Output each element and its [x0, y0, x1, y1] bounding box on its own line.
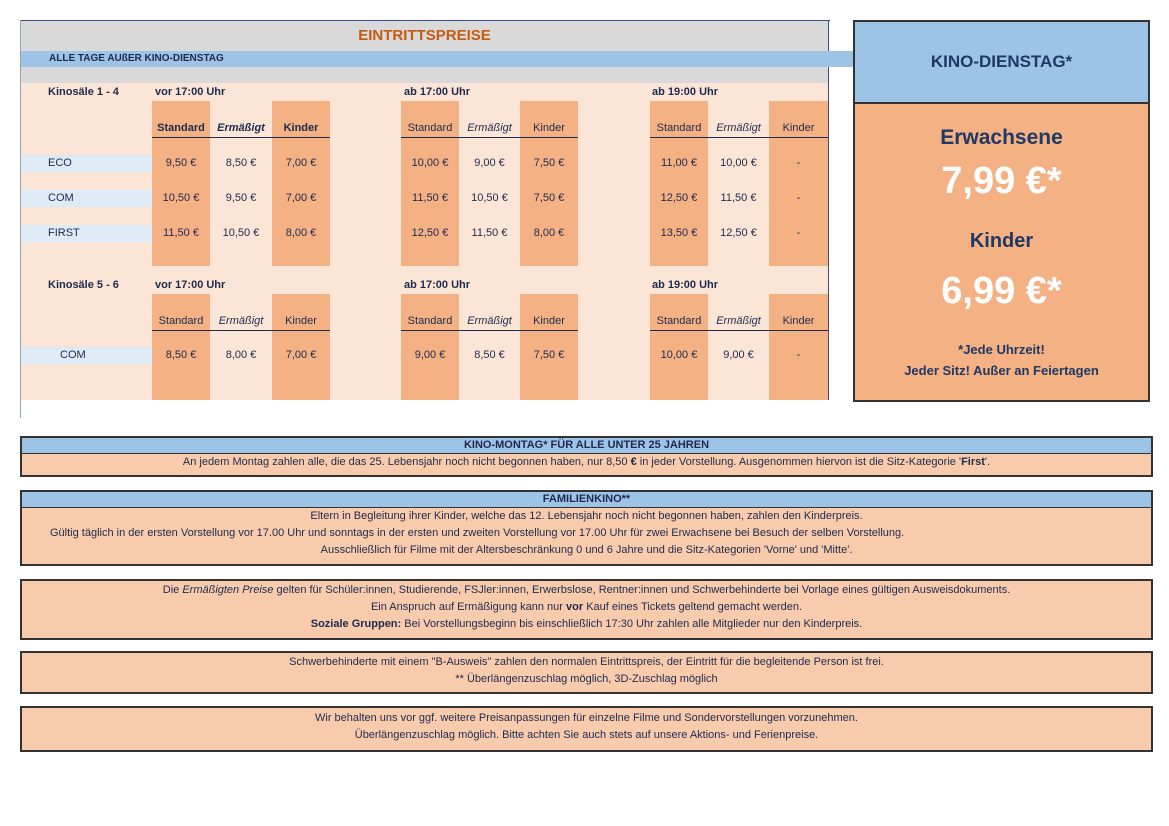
price-cell: 9,00 €	[474, 157, 505, 169]
time-label: vor 17:00 Uhr	[155, 86, 226, 98]
price-cell: -	[796, 192, 801, 204]
price-cell: 8,50 €	[474, 349, 505, 361]
familienkino-line-2: Gültig täglich in der ersten Vorstellung vor 17.00 Uhr und sonntags in der ersten und zweiten Vorstellung vor 17.00 Uhr für zwei Erwachsene bei Besuch der selben Vorstellung.	[50, 527, 905, 539]
price-cell: 7,50 €	[533, 192, 565, 204]
row-name: COM	[48, 192, 74, 204]
header-ermaessigt: Ermäßigt	[716, 315, 761, 327]
header-standard: Standard	[407, 122, 453, 134]
column-kinder-c2	[769, 294, 828, 400]
price-cell: 7,00 €	[285, 192, 317, 204]
adult-label: Erwachsene	[940, 126, 1063, 149]
header-underline	[152, 137, 330, 138]
column-kinder-b2	[520, 294, 578, 400]
price-cell: 10,50 €	[471, 192, 508, 204]
header-kinder: Kinder	[533, 122, 565, 134]
hinweis-line-2: Überlängenzuschlag möglich. Bitte achten Sie auch stets auf unsere Aktions- und Ferienpreise.	[354, 729, 819, 741]
price-table-title: EINTRITTSPREISE	[21, 21, 828, 51]
header-kinder: Kinder	[533, 315, 565, 327]
time-label: vor 17:00 Uhr	[155, 279, 226, 291]
time-label: ab 19:00 Uhr	[652, 279, 719, 291]
time-label: ab 19:00 Uhr	[652, 86, 719, 98]
price-table	[20, 20, 830, 418]
header-kinder: Kinder	[782, 122, 815, 134]
familienkino-box	[20, 490, 1153, 566]
header-underline	[401, 330, 578, 331]
price-cell: 11,50 €	[412, 192, 448, 204]
price-cell: 11,50 €	[720, 192, 757, 204]
price-cell: -	[796, 157, 801, 169]
price-cell: -	[796, 349, 801, 361]
price-cell: 9,50 €	[165, 157, 197, 169]
adult-price: 7,99 €*	[941, 160, 1062, 202]
price-cell: 10,00 €	[660, 349, 698, 361]
ermaessigung-line-3	[22, 616, 1151, 633]
text-run-bold: Soziale Gruppen:	[310, 618, 402, 630]
time-label: ab 17:00 Uhr	[404, 86, 471, 98]
price-cell: 11,00 €	[661, 157, 697, 169]
header-standard: Standard	[656, 122, 702, 134]
tuesday-note-2: Jeder Sitz! Außer an Feiertagen	[904, 363, 1099, 378]
price-cell: 10,50 €	[162, 192, 200, 204]
child-label: Kinder	[969, 230, 1034, 252]
kino-montag-title: KINO-MONTAG* FÜR ALLE UNTER 25 JAHREN	[22, 438, 1151, 454]
schwerbehinderte-line-1: Schwerbehinderte mit einem "B-Ausweis" zahlen den normalen Eintrittspreis, der Eintritt für die begleitende Person ist frei.	[289, 656, 884, 668]
row-name: ECO	[48, 157, 72, 169]
header-underline	[650, 330, 828, 331]
header-kinder: Kinder	[782, 315, 815, 327]
price-cell: 8,00 €	[533, 227, 565, 239]
header-standard: Standard	[158, 315, 204, 327]
header-ermaessigt: Ermäßigt	[218, 315, 264, 327]
row-label-cell	[21, 347, 152, 364]
row-label-cell	[21, 155, 152, 172]
ermaessigung-box	[20, 579, 1153, 640]
column-standard-c2	[650, 294, 708, 400]
price-cell: 7,50 €	[533, 157, 565, 169]
price-cell: 11,50 €	[163, 227, 199, 239]
child-price: 6,99 €*	[941, 270, 1062, 312]
row-label-cell	[21, 190, 152, 207]
price-cell: 9,00 €	[414, 349, 446, 361]
text-run: Bei Vorstellungsbeginn bis einschließlich 17:30 Uhr zahlen alle Mitglieder nur den Kinderpreis.	[401, 618, 863, 630]
header-underline	[401, 137, 578, 138]
table-border-right	[828, 20, 829, 400]
time-label: ab 17:00 Uhr	[404, 279, 471, 291]
row-name: COM	[60, 349, 86, 361]
price-cell: 8,00 €	[285, 227, 317, 239]
kino-montag-box	[20, 436, 1153, 477]
price-cell: 10,50 €	[222, 227, 260, 239]
header-standard: Standard	[157, 122, 205, 134]
header-underline	[650, 137, 828, 138]
price-cell: 7,00 €	[285, 349, 317, 361]
price-table-subtitle: ALLE TAGE AUßER KINO-DIENSTAG	[21, 51, 856, 67]
tuesday-note-1: *Jede Uhrzeit!	[958, 342, 1045, 357]
column-standard-a2	[152, 294, 210, 400]
price-cell: 12,50 €	[411, 227, 449, 239]
price-cell: 8,50 €	[165, 349, 197, 361]
group-label: Kinosäle 1 - 4	[48, 86, 119, 98]
price-cell: 12,50 €	[720, 227, 757, 239]
price-cell: 10,00 €	[411, 157, 449, 169]
header-standard: Standard	[407, 315, 453, 327]
price-cell: -	[796, 227, 801, 239]
kino-dienstag-box	[853, 20, 1150, 402]
hinweis-line-1: Wir behalten uns vor ggf. weitere Preisanpassungen für einzelne Filme und Sondervorstellungen vorzunehmen.	[315, 712, 858, 724]
kino-dienstag-title: KINO-DIENSTAG*	[855, 22, 1148, 104]
text-run: Kauf eines Tickets geltend gemacht werden.	[583, 601, 803, 613]
header-ermaessigt: Ermäßigt	[217, 122, 265, 134]
header-kinder: Kinder	[285, 315, 317, 327]
column-standard-b2	[401, 294, 459, 400]
price-cell: 7,00 €	[285, 157, 317, 169]
text-run-bold: vor	[566, 601, 584, 613]
familienkino-title: FAMILIENKINO**	[22, 492, 1151, 508]
price-cell: 13,50 €	[660, 227, 698, 239]
spacer-strip	[21, 67, 828, 83]
header-ermaessigt: Ermäßigt	[467, 315, 512, 327]
row-name: FIRST	[48, 227, 80, 239]
ermaessigung-line-2	[22, 599, 1151, 616]
text-run: in jeder Vorstellung. Ausgenommen hiervon ist die Sitz-Kategorie '	[636, 456, 962, 468]
header-underline	[152, 330, 330, 331]
header-standard: Standard	[656, 315, 702, 327]
column-kinder-a2	[272, 294, 330, 400]
price-cell: 10,00 €	[720, 157, 757, 169]
price-cell: 9,00 €	[723, 349, 754, 361]
price-cell: 8,00 €	[225, 349, 257, 361]
price-cell: 7,50 €	[533, 349, 565, 361]
header-ermaessigt: Ermäßigt	[467, 122, 512, 134]
price-cell: 8,50 €	[225, 157, 257, 169]
schwerbehinderte-box	[20, 651, 1153, 694]
familienkino-line-1: Eltern in Begleitung ihrer Kinder, welche das 12. Lebensjahr noch nicht begonnen haben, zahlen den Kinderpreis.	[310, 510, 863, 522]
text-run: gelten für Schüler:innen, Studierende, FSJler:innen, Erwerbslose, Rentner:innen und Schwerbehinderte bei Vorlage eines gültigen Ausweisdokuments.	[273, 584, 1011, 596]
text-run-italic: Ermäßigten Preise	[182, 584, 274, 596]
price-cell: 12,50 €	[660, 192, 698, 204]
header-ermaessigt: Ermäßigt	[716, 122, 761, 134]
group-label: Kinosäle 5 - 6	[48, 279, 119, 291]
text-run: Ein Anspruch auf Ermäßigung kann nur	[370, 601, 567, 613]
hinweis-box	[20, 706, 1153, 752]
price-cell: 11,50 €	[471, 227, 508, 239]
schwerbehinderte-line-2: ** Überlängenzuschlag möglich, 3D-Zuschlag möglich	[455, 673, 718, 685]
text-run: An jedem Montag zahlen alle, die das 25. Lebensjahr noch nicht begonnen haben, nur 8,50	[182, 456, 631, 468]
text-run-bold: €	[630, 456, 637, 468]
price-cell: 9,50 €	[225, 192, 257, 204]
row-label-cell	[21, 225, 152, 242]
header-kinder: Kinder	[283, 122, 319, 134]
ermaessigung-line-1	[22, 582, 1151, 599]
kino-montag-text	[22, 454, 1151, 471]
familienkino-line-3: Ausschließlich für Filme mit der Altersbeschränkung 0 und 6 Jahre und die Sitz-Kategorien 'Vorne' und 'Mitte'.	[320, 544, 853, 556]
text-run-bold: First	[961, 456, 985, 468]
text-run: Die	[162, 584, 183, 596]
text-run: '.	[984, 456, 991, 468]
